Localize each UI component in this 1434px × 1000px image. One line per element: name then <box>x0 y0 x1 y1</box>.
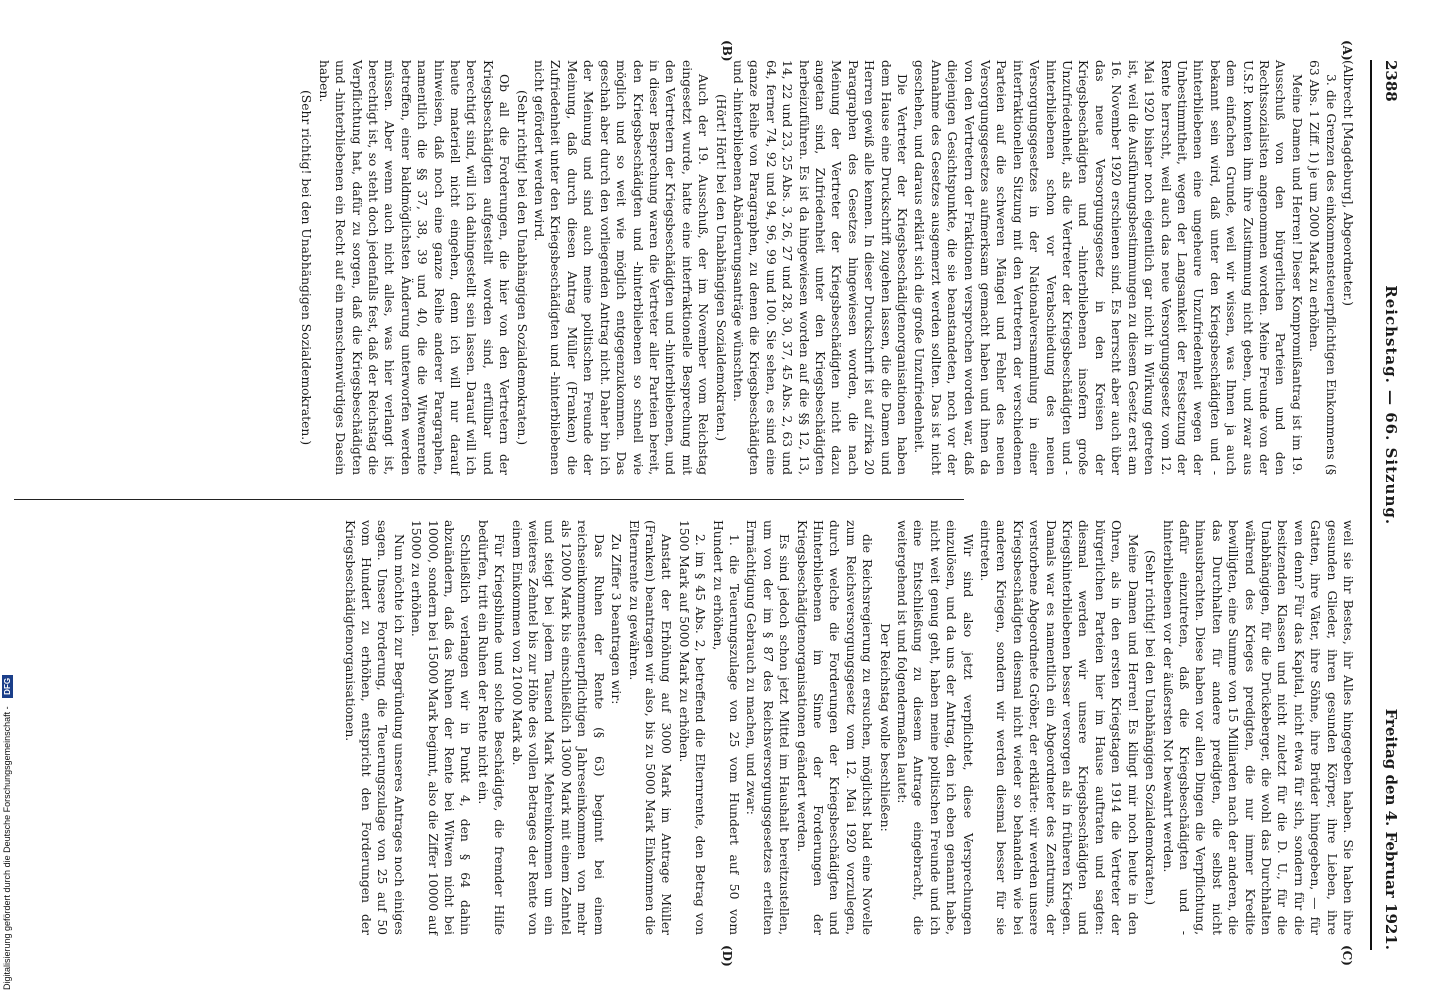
paragraph: (Albrecht [Magdeburg], Abgeordneter.) <box>1341 60 1355 306</box>
paragraph: Schließlich verlangen wir in Punkt 4, den § 64 dahin abzuändern, daß das Ruhen der Rente bei Witwen nicht bei 10000, sondern bei 15000 Mark beginnt, also die Ziffer 10000 auf 15000 zu erhöhen. <box>409 520 473 935</box>
footer-credit <box>2 0 16 990</box>
paragraph: Die Vertreter der Kriegsbeschädigtenorganisationen haben dem Hause eine Druckschrift zugehen lassen, die die Damen und Herren gewiß alle kennen. In dieser Druckschrift ist auf zirka 20 Paragraphen des Gesetzes hingewiesen worden, die nach Meinung der Vertreter der Kriegsbeschädigten nicht dazu angetan sind, Zufriedenheit unter den Kriegsbeschädigten herbeizuführen. Es ist da hingewiesen worden auf die §§ 12, 13, 14, 22 und 23, 25 Abs. 3, 26, 27 und 28, 30, 37, 45 Abs. 2, 63 und 64, ferner 74, 92 und 94, 96, 99 und 100. Sie sehen, es sind eine ganze Reihe von Paragraphen, zu denen die Kriegsbeschädigten und -hinterbliebenen Abänderungsanträge wünschten. <box>730 60 910 475</box>
paragraph: Nun möchte ich zur Begründung unseres Antrages noch einiges sagen. Unsere Forderung, die Teuerungszulage von 25 auf 50 vom Hundert zu erhöhen, entspricht den Forderungen der Kriegsbeschädigtenorganisationen. <box>342 520 406 935</box>
paragraph: Meine Damen und Herren! Dieser Kompromißantrag ist im 19. Ausschuß von den bürgerlichen Parteien und den Rechtssozialisten angenommen worden. Meine Freunde von der U.S.P. konnten ihm ihre Zustimmung nicht geben, und zwar aus dem einfachen Grunde, weil wir wissen, was Ihnen ja auch bekannt sein wird, daß unter den Kriegsbeschädigten und -hinterbliebenen eine ungeheure Unzufriedenheit wegen der Unbestimmtheit, wegen der Langsamkeit der Festsetzung der Rente herrscht, weil auch das neue Versorgungsgesetz vom 12. Mai 1920 bisher noch eigentlich gar nicht in Wirkung getreten ist, weil die Ausführungsbestimmungen zu diesem Gesetz erst am 16. November 1920 erschienen sind. Es herrscht aber auch über das neue Versorgungsgesetz in den Kreisen der Kriegsbeschädigten und -hinterbliebenen insofern große Unzufriedenheit, als die Vertreter der Kriegsbeschädigten und -hinterbliebenen schon vor Verabschiedung des neuen Versorgungsgesetzes in der Nationalversammlung in einer interfraktionellen Sitzung mit den Vertretern der verschiedenen Parteien auf die schweren Mängel und Fehler des neuen Versorgungsgesetzes aufmerksam gemacht haben und ihnen da von den Vertretern der Fraktionen versprochen worden war, daß diejenigen Gesichtspunkte, die sie beanstandeten, noch vor der Annahme des Gesetzes ausgemerzt werden sollten. Das ist nicht geschehen, und daraus erklärt sich die große Unzufriedenheit. <box>912 60 1304 475</box>
motion-text: die Reichsregierung zu ersuchen, möglichst bald eine Novelle zum Reichsversorgungsgesetz vom 12. Mai 1920 vorzulegen, durch welche die Forderungen der Kriegsbeschädigten und Hinterbliebenen im Sinne der Forderungen der Kriegsbeschädigtenorganisationen geändert werden. <box>794 520 875 935</box>
page-number: 2388 <box>1382 60 1400 102</box>
paragraph: Anstatt der Erhöhung auf 3000 Mark im Antrage Müller (Franken) beantragen wir also, bis zu 5000 Mark Einkommen die Elternrente zu gewähren. <box>626 520 674 935</box>
session-date: Freitag den 4. Februar 1921. <box>1382 708 1400 950</box>
paragraph: Wir sind also jetzt verpflichtet, diese Versprechungen einzulösen, und da uns der Antrag, den ich eben genannt habe, nicht weit genug geht, haben meine politischen Freunde und ich eine Entschließung zu diesem Antrage eingebracht, die weitergehend ist und folgendermaßen lautet: <box>895 520 975 935</box>
paragraph: Auch der 19. Ausschuß, der im November vom Reichstag eingesetzt wurde, hatte eine interfraktionelle Besprechung mit den Vertretern der Kriegsbeschädigten und -hinterbliebenen, und in dieser Besprechung waren die Vertreter aller Parteien bereit, den Kriegsbeschädigten und -hinterbliebenen so schnell wie möglich und so weit wie möglich entgegenzukommen. Das geschah aber durch den vorliegenden Antrag nicht. Daher bin ich der Meinung und sind auch meine politischen Freunde der Meinung, daß durch diesen Antrag Müller (Franken) die Zufriedenheit unter den Kriegsbeschädigten und -hinterbliebenen nicht gefördert werden wird. <box>532 60 711 475</box>
motion-heading: Der Reichstag wolle beschließen: <box>877 623 892 832</box>
margin-mark-c: (C) <box>1340 945 1354 966</box>
right-column <box>340 520 1356 935</box>
column-divider <box>14 499 964 500</box>
paragraph: Meine Damen und Herren! Es klingt mir noch heute in den Ohren, als in den ersten Kriegstagen 1914 die Vertreter der bürgerlichen Parteien hier im Hause auftraten und sagten: diesmal werden wir unsere Kriegsbeschädigten und Kriegshinterbliebenen besser versorgen als in früheren Kriegen. Damals war es namentlich ein Abgeordneter des Zentrums, der verstorbene Abgeordnete Gröber, der erklärte: wir werden unsere Kriegsbeschädigten diesmal nicht wieder so behandeln wie bei anderen Kriegen, sondern wir werden diesmal besser für sie eintreten. <box>978 520 1140 935</box>
motion-item: 2. im § 45 Abs. 2, betreffend die Elternrente, den Betrag von 1500 Mark auf 5000 Mark zu erhöhen. <box>676 520 708 935</box>
interjection: (Sehr richtig! bei den Unabhängigen Sozialdemokraten.) <box>514 89 529 446</box>
running-title: Reichstag. — 66. Sitzung. <box>1382 285 1400 526</box>
margin-mark-a: (A) <box>1340 40 1354 61</box>
left-column <box>297 60 1356 475</box>
interjection: (Sehr richtig! bei den Unabhängigen Sozialdemokraten.) <box>299 89 314 446</box>
margin-mark-d: (D) <box>720 945 734 967</box>
interjection: (Sehr richtig! bei den Unabhängigen Sozialdemokraten.) <box>1143 549 1158 906</box>
motion-text: Es sind jedoch schon jetzt Mittel im Haushalt bereitzustellen, um von der im § 87 des Reichsversorgungsgesetzes erteilten Ermächtigung Gebrauch zu machen, und zwar: <box>744 520 792 935</box>
motion-text: Für Kriegsblinde und solche Beschädigte, die fremder Hilfe bedürfen, tritt ein Ruhen der Rente nicht ein. <box>475 520 507 935</box>
margin-mark-b: (B) <box>720 40 734 62</box>
motion-item: 1. die Teuerungszulage von 25 vom Hundert auf 50 vom Hundert zu erhöhen, <box>710 520 741 935</box>
motion-text: Das Ruhen der Rente (§ 63) beginnt bei einem reichseinkommensteuerpflichtigen Jahreseinkommen von mehr als 12000 Mark bis einschließlich 13000 Mark mit einem Zehntel und steigt bei jedem Tausend Mark Mehreinkommen um ein weiteres Zehntel bis zur Höhe des vollen Betrages der Rente von einem Einkommen von 21000 Mark ab. <box>509 520 606 935</box>
header-rule <box>1370 60 1372 950</box>
paragraph: Ob all die Forderungen, die hier von den Vertretern der Kriegsbeschädigten aufgestellt worden sind, erfüllbar und berechtigt sind, will ich dahingestellt sein lassen. Darauf will ich heute materiell nicht eingehen, denn ich will nur darauf hinweisen, daß noch eine ganze Reihe anderer Paragraphen, namentlich die §§ 37, 38, 39 und 40, die die Witwenrente betreffen, einer baldmöglichsten Änderung unterworfen werden müssen. Aber wenn auch nicht alles, was hier verlangt ist, berechtigt ist, so steht doch jedenfalls fest, daß der Reichstag die Verpflichtung hat, dafür zu sorgen, daß die Kriegsbeschädigten und -hinterbliebenen ein Recht auf ein menschenwürdiges Dasein haben. <box>316 60 512 475</box>
paragraph: weil sie ihr Bestes, ihr Alles hingegeben haben. Sie haben ihre gesunden Glieder, ihren gesunden Körper, ihre Lieben, ihre Gatten, ihre Väter, ihre Söhne, ihre Brüder hingegeben, — für wen denn? Für das Kapital, nicht etwa für sich, sondern für die besitzenden Klassen und nicht zuletzt für die D. U., für die Unabhängigen, für die Drückeberger, die wohl das Durchhalten während des Krieges predigten, die nur immer Kredite bewilligten, eine Summe von 15 Milliarden nach der anderen, die das Durchhalten für andere predigten, die selbst nicht hinausbrachten. Diese haben vor allen Dingen die Verpflichtung, dafür einzutreten, daß die Kriegsbeschädigten und -hinterbliebenen vor der äußersten Not bewahrt werden. <box>1160 520 1355 935</box>
paragraph: 3. die Grenzen des einkommensteuerpflichtigen Einkommens (§ 63 Abs. 1 Ziff. 1) je um 2000 Mark zu erhöhen. <box>1307 60 1338 475</box>
footer-text: Digitalisierung gefördert durch die Deutsche Forschungsgemeinschaft - <box>2 706 12 990</box>
interjection: (Hört! Hört! bei den Unabhängigen Sozialdemokraten.) <box>713 93 728 442</box>
page-header <box>1374 60 1408 950</box>
dfg-logo: DFG <box>2 675 13 698</box>
paragraph: Zu Ziffer 3 beantragen wir: <box>609 534 624 705</box>
